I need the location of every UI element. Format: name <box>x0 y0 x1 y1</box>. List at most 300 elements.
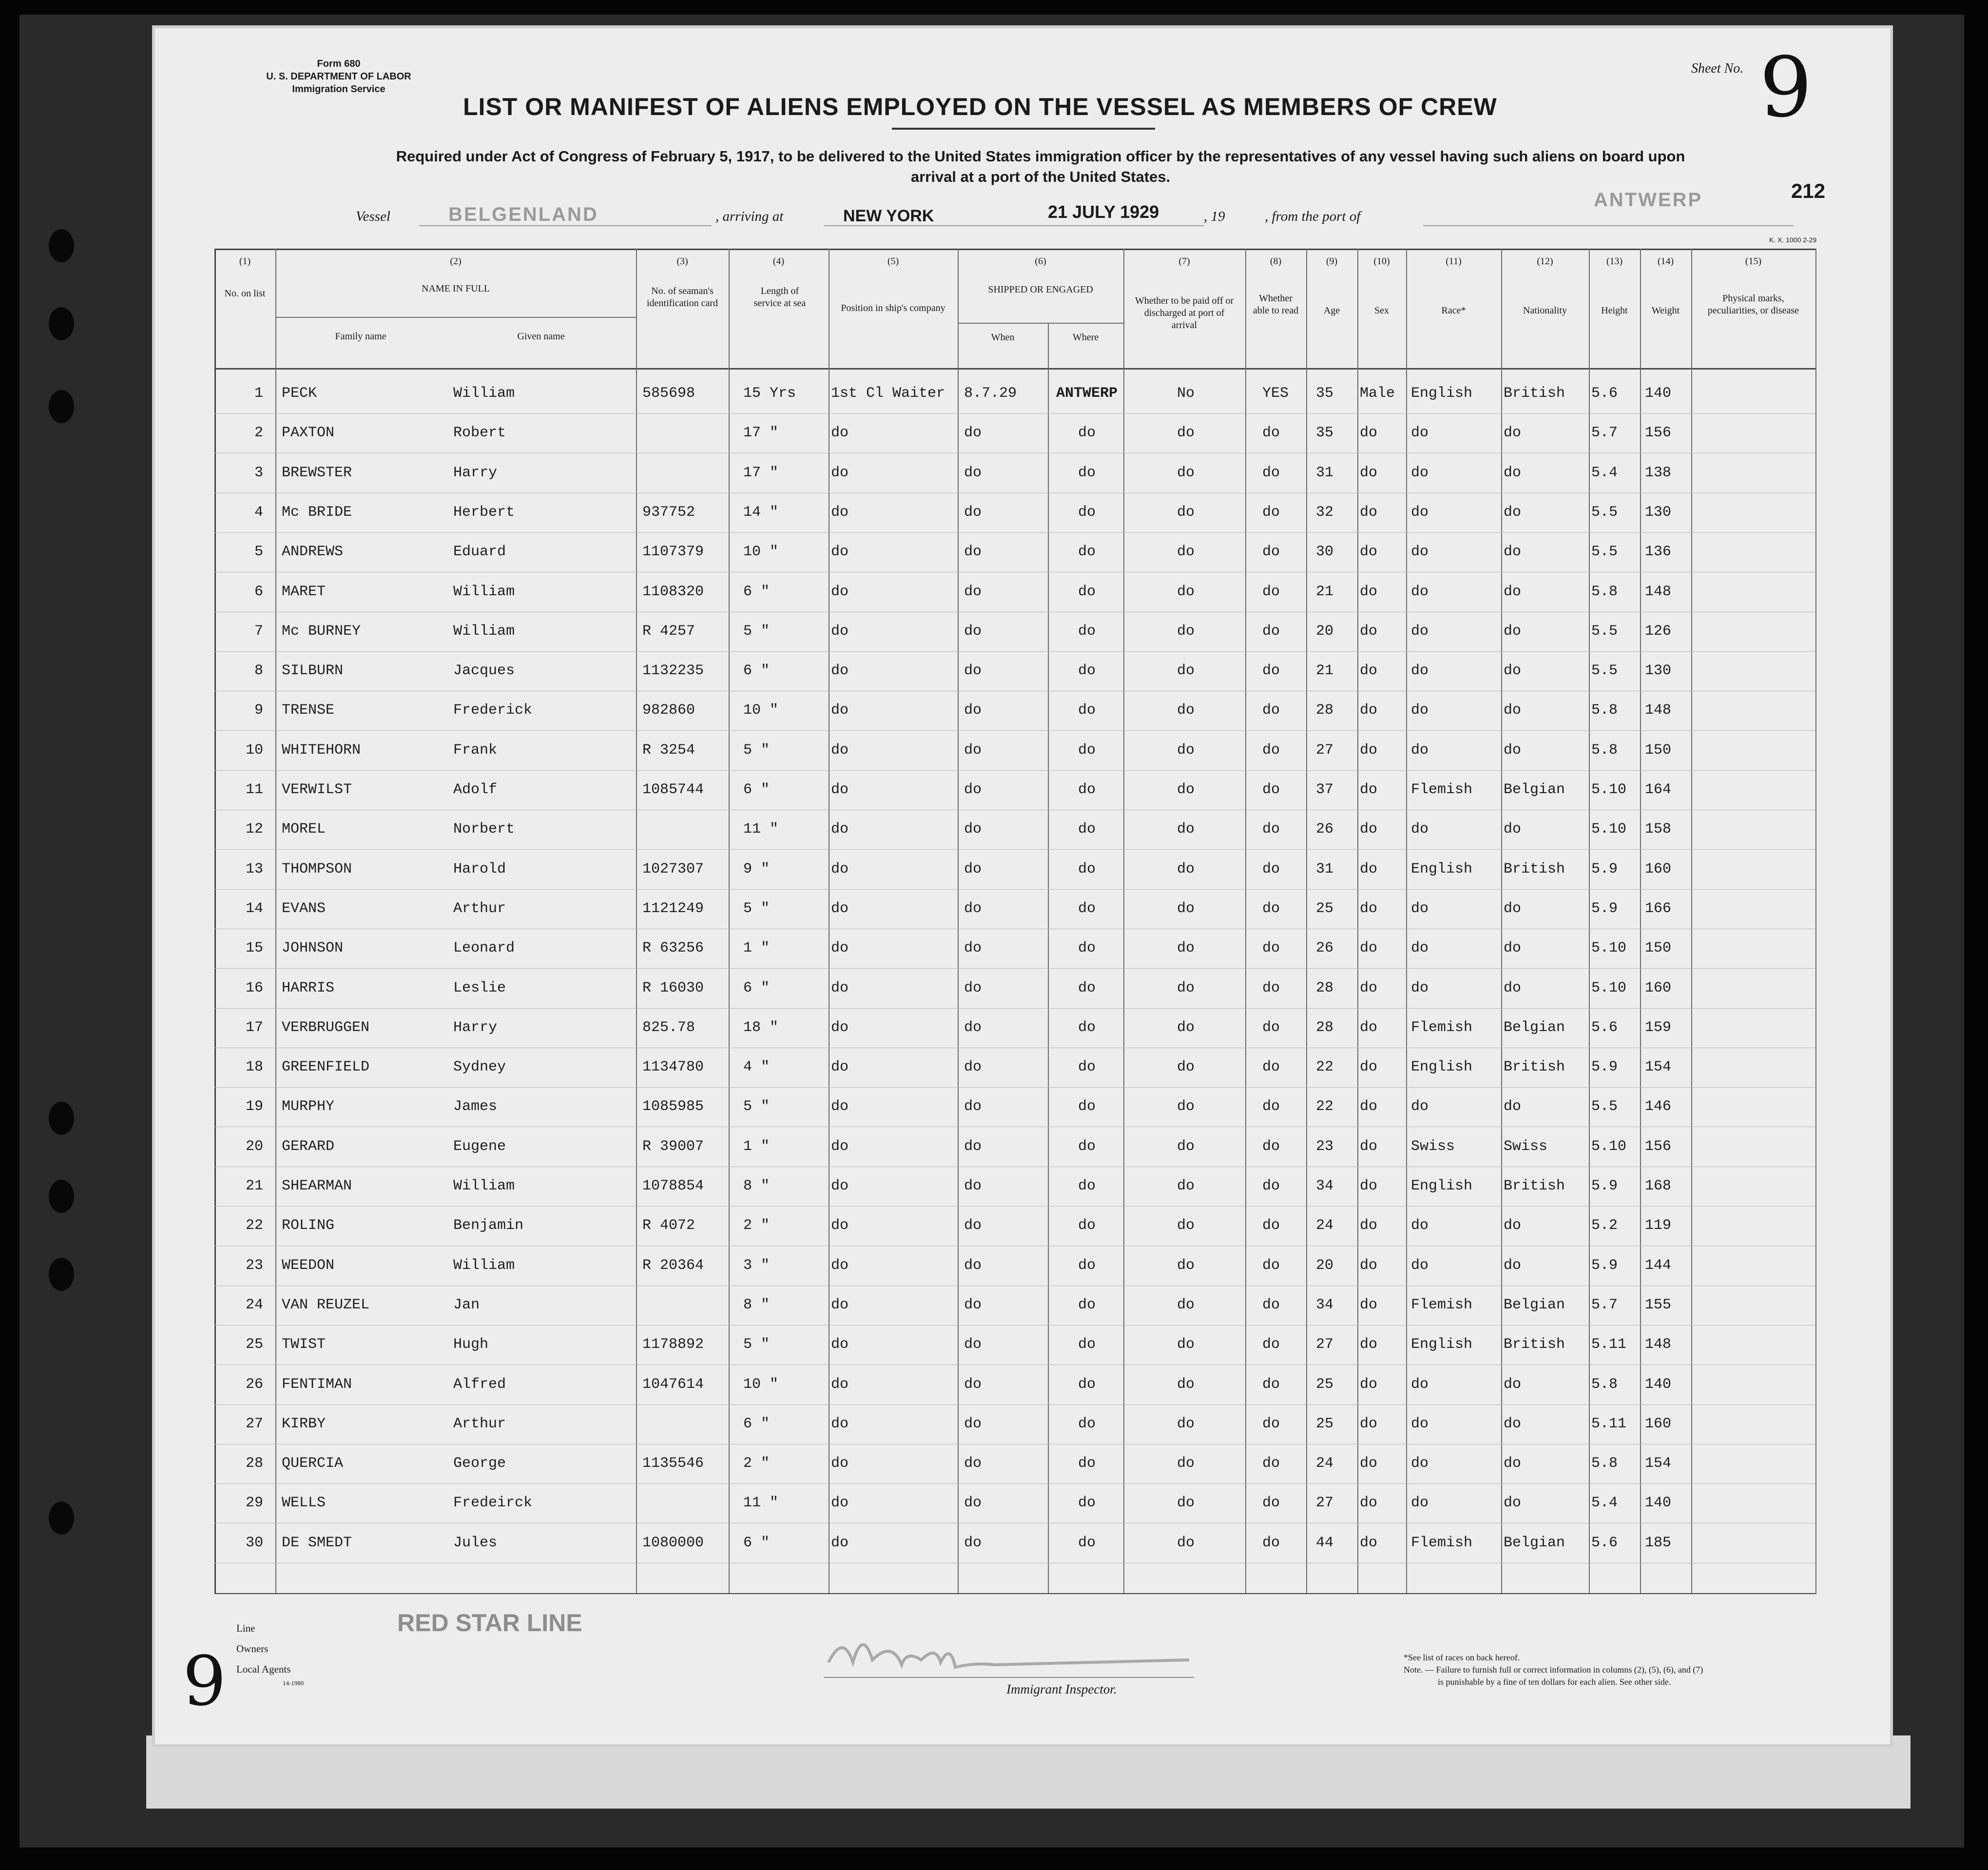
cell-read: do <box>1262 425 1280 442</box>
cell-position: do <box>831 821 849 838</box>
cell-nationality: do <box>1504 979 1522 996</box>
column-divider <box>1589 249 1590 1594</box>
cell-when: do <box>964 1019 982 1036</box>
cell-sex: do <box>1360 662 1378 680</box>
cell-position: do <box>831 425 849 442</box>
cell-card: 1132235 <box>642 662 704 680</box>
cell-position: do <box>831 1019 849 1036</box>
cell-when: do <box>964 1495 982 1512</box>
cell-age: 25 <box>1316 1376 1334 1393</box>
cell-read: do <box>1262 781 1280 798</box>
cell-no: 5 <box>254 544 263 561</box>
cell-where: do <box>1078 1415 1096 1432</box>
cell-no: 23 <box>245 1257 263 1274</box>
cell-height: 5.8 <box>1591 741 1618 759</box>
cell-sex: do <box>1360 1019 1378 1036</box>
header-race: Race* <box>1441 305 1466 316</box>
cell-given: Harold <box>453 860 506 877</box>
cell-no: 26 <box>245 1376 263 1393</box>
cell-position: do <box>831 464 849 481</box>
cell-race: do <box>1411 464 1429 481</box>
cell-sex: do <box>1360 1455 1378 1472</box>
cell-race: Flemish <box>1411 1534 1473 1551</box>
cell-sex: do <box>1360 425 1378 442</box>
cell-height: 5.10 <box>1591 1138 1627 1155</box>
cell-when: do <box>964 860 982 877</box>
cell-weight: 155 <box>1645 1296 1672 1313</box>
column-divider <box>1123 249 1124 1594</box>
cell-length: 6 " <box>743 1415 770 1432</box>
cell-nationality: do <box>1504 662 1522 680</box>
cell-given: Leonard <box>453 940 515 957</box>
cell-age: 35 <box>1316 425 1334 442</box>
cell-height: 5.8 <box>1591 1376 1618 1393</box>
department-name: U. S. DEPARTMENT OF LABOR <box>266 71 411 82</box>
col-number: (10) <box>1373 256 1390 267</box>
arriving-label: , arriving at <box>715 209 784 224</box>
cell-family: EVANS <box>282 900 326 917</box>
cell-card: 1135546 <box>642 1455 704 1472</box>
cell-paid: do <box>1177 464 1195 481</box>
cell-where: do <box>1078 1217 1096 1234</box>
cell-length: 1 " <box>743 1138 770 1155</box>
cell-height: 5.9 <box>1591 900 1618 917</box>
row-rule <box>214 532 1815 533</box>
header-read: Whether able to read <box>1253 293 1299 316</box>
line-label: Line <box>236 1622 255 1634</box>
cell-card: R 63256 <box>642 940 704 957</box>
cell-race: do <box>1411 1455 1429 1472</box>
cell-no: 6 <box>254 583 263 600</box>
header-when: When <box>991 332 1015 343</box>
cell-race: English <box>1411 860 1473 877</box>
cell-weight: 154 <box>1645 1455 1672 1472</box>
penalty-note: Note. — Failure to furnish full or correct information in columns (2), (5), (6), and (7) <box>1404 1665 1703 1675</box>
header-no: No. on list <box>224 288 266 299</box>
cell-height: 5.10 <box>1591 821 1627 838</box>
cell-height: 5.10 <box>1591 979 1627 996</box>
cell-weight: 138 <box>1645 464 1672 481</box>
cell-card: 1121249 <box>642 900 704 917</box>
cell-height: 5.9 <box>1591 1059 1618 1076</box>
cell-when: do <box>964 464 982 481</box>
cell-age: 30 <box>1316 544 1334 561</box>
cell-height: 5.9 <box>1591 860 1618 877</box>
cell-length: 14 " <box>743 504 779 521</box>
header-height: Height <box>1601 305 1628 316</box>
cell-card: 1078854 <box>642 1178 704 1194</box>
cell-position: do <box>831 1257 849 1274</box>
cell-no: 20 <box>245 1138 263 1155</box>
cell-length: 6 " <box>743 662 770 680</box>
cell-age: 25 <box>1316 1415 1334 1432</box>
cell-given: Herbert <box>453 504 515 521</box>
cell-when: do <box>964 1534 982 1551</box>
cell-weight: 166 <box>1645 900 1672 917</box>
document-subtitle <box>273 146 1808 187</box>
cell-family: HARRIS <box>282 979 335 996</box>
cell-nationality: do <box>1504 1415 1522 1432</box>
departure-underline <box>1423 225 1794 226</box>
cell-card: 937752 <box>642 504 695 521</box>
cell-card: R 20364 <box>642 1257 704 1274</box>
cell-read: do <box>1262 1257 1280 1274</box>
cell-height: 5.6 <box>1591 385 1618 402</box>
cell-sex: do <box>1360 1138 1378 1155</box>
col-number: (13) <box>1606 256 1623 267</box>
header-nationality: Nationality <box>1523 305 1567 316</box>
cell-age: 26 <box>1316 821 1334 838</box>
cell-sex: do <box>1360 702 1378 719</box>
vessel-name: BELGENLAND <box>448 204 598 225</box>
cell-given: Fredeirck <box>453 1495 533 1512</box>
cell-paid: do <box>1177 662 1195 680</box>
cell-height: 5.4 <box>1591 464 1618 481</box>
cell-sex: do <box>1360 1178 1378 1194</box>
cell-paid: do <box>1177 1019 1195 1036</box>
cell-given: Arthur <box>453 900 506 917</box>
name-subheader-rule <box>275 317 636 318</box>
cell-given: Harry <box>453 1019 498 1036</box>
cell-position: do <box>831 662 849 680</box>
cell-race: do <box>1411 1376 1429 1393</box>
cell-given: Leslie <box>453 979 506 996</box>
cell-card: 1107379 <box>642 544 704 561</box>
cell-position: do <box>831 940 849 957</box>
year-label: , 19 <box>1204 209 1225 224</box>
cell-height: 5.4 <box>1591 1495 1618 1512</box>
header-bottom-border <box>214 368 1815 370</box>
cell-when: do <box>964 821 982 838</box>
cell-paid: do <box>1177 1138 1195 1155</box>
cell-paid: do <box>1177 1178 1195 1194</box>
table-left-border <box>214 249 216 1594</box>
cell-sex: do <box>1360 1415 1378 1432</box>
cell-where: do <box>1078 702 1096 719</box>
subtitle-line-1: Required under Act of Congress of February 5, 1917, to be delivered to the United States immigration officer by the representatives of any vessel having such aliens on board upon <box>396 148 1685 165</box>
cell-given: William <box>453 1178 515 1194</box>
cell-paid: do <box>1177 860 1195 877</box>
cell-age: 37 <box>1316 781 1334 798</box>
cell-position: do <box>831 900 849 917</box>
cell-position: do <box>831 702 849 719</box>
cell-paid: do <box>1177 1296 1195 1313</box>
punch-hole <box>49 1102 74 1135</box>
cell-paid: do <box>1177 940 1195 957</box>
cell-family: PECK <box>282 385 317 402</box>
cell-when: do <box>964 1296 982 1313</box>
form-number: Form 680 <box>317 58 361 69</box>
cell-sex: do <box>1360 1495 1378 1512</box>
cell-nationality: Swiss <box>1504 1138 1548 1155</box>
cell-when: do <box>964 1376 982 1393</box>
cell-position: 1st Cl Waiter <box>831 385 946 402</box>
cell-weight: 164 <box>1645 781 1672 798</box>
header-shipped: SHIPPED OR ENGAGED <box>988 284 1093 295</box>
arrival-date: 21 JULY 1929 <box>1048 202 1159 222</box>
row-rule <box>214 849 1815 850</box>
col-number: (4) <box>772 256 785 267</box>
col-number: (2) <box>450 256 462 267</box>
cell-read: do <box>1262 940 1280 957</box>
cell-race: do <box>1411 979 1429 996</box>
cell-no: 27 <box>245 1415 263 1432</box>
col-number: (5) <box>887 256 899 267</box>
cell-nationality: do <box>1504 1257 1522 1274</box>
cell-age: 24 <box>1316 1217 1334 1234</box>
cell-position: do <box>831 583 849 600</box>
cell-read: do <box>1262 860 1280 877</box>
punch-hole <box>49 1180 74 1213</box>
cell-nationality: British <box>1504 1059 1565 1076</box>
cell-race: Flemish <box>1411 1296 1473 1313</box>
table-top-border <box>214 249 1815 250</box>
header-family: Family name <box>335 331 386 342</box>
cell-length: 5 " <box>743 623 770 640</box>
cell-nationality: do <box>1504 425 1522 442</box>
cell-nationality: do <box>1504 821 1522 838</box>
cell-length: 17 " <box>743 464 779 481</box>
cell-paid: do <box>1177 1534 1195 1551</box>
cell-race: do <box>1411 1217 1429 1234</box>
cell-race: do <box>1411 544 1429 561</box>
service-name: Immigration Service <box>292 84 386 95</box>
cell-read: do <box>1262 1455 1280 1472</box>
cell-card: 1108320 <box>642 583 704 600</box>
cell-where: do <box>1078 662 1096 680</box>
cell-height: 5.2 <box>1591 1217 1618 1234</box>
cell-age: 27 <box>1316 1495 1334 1512</box>
cell-race: English <box>1411 1336 1473 1353</box>
cell-where: do <box>1078 425 1096 442</box>
cell-paid: do <box>1177 702 1195 719</box>
cell-race: do <box>1411 1415 1429 1432</box>
col-number: (8) <box>1270 256 1282 267</box>
cell-where: do <box>1078 464 1096 481</box>
header-sex: Sex <box>1374 305 1389 316</box>
cell-card: R 4072 <box>642 1217 695 1234</box>
cell-sex: do <box>1360 741 1378 759</box>
document-title: LIST OR MANIFEST OF ALIENS EMPLOYED ON THE VESSEL AS MEMBERS OF CREW <box>463 93 1497 120</box>
manifest-code: 212 <box>1791 179 1826 202</box>
row-rule <box>214 1483 1815 1484</box>
cell-no: 7 <box>254 623 263 640</box>
cell-paid: do <box>1177 583 1195 600</box>
cell-nationality: do <box>1504 940 1522 957</box>
cell-weight: 154 <box>1645 1059 1672 1076</box>
cell-length: 10 " <box>743 702 779 719</box>
cell-weight: 140 <box>1645 385 1672 402</box>
cell-paid: do <box>1177 1059 1195 1076</box>
cell-given: Harry <box>453 464 498 481</box>
column-divider <box>1406 249 1407 1594</box>
cell-where: do <box>1078 1098 1096 1115</box>
cell-family: BREWSTER <box>282 464 352 481</box>
cell-when: do <box>964 583 982 600</box>
row-rule <box>214 889 1815 890</box>
col-number: (14) <box>1657 256 1674 267</box>
cell-read: do <box>1262 623 1280 640</box>
cell-age: 23 <box>1316 1138 1334 1155</box>
row-rule <box>214 1087 1815 1088</box>
cell-race: Flemish <box>1411 781 1473 798</box>
cell-no: 9 <box>254 702 263 719</box>
cell-where: do <box>1078 900 1096 917</box>
cell-length: 5 " <box>743 1336 770 1353</box>
cell-where: do <box>1078 741 1096 759</box>
inspector-signature <box>824 1628 1194 1682</box>
cell-length: 3 " <box>743 1257 770 1274</box>
cell-where: do <box>1078 623 1096 640</box>
cell-race: do <box>1411 623 1429 640</box>
cell-given: Norbert <box>453 821 515 838</box>
cell-when: do <box>964 1336 982 1353</box>
cell-weight: 156 <box>1645 1138 1672 1155</box>
cell-height: 5.8 <box>1591 583 1618 600</box>
cell-family: VAN REUZEL <box>282 1296 370 1313</box>
cell-height: 5.6 <box>1591 1534 1618 1551</box>
cell-weight: 168 <box>1645 1178 1672 1194</box>
cell-position: do <box>831 979 849 996</box>
cell-sex: do <box>1360 940 1378 957</box>
cell-nationality: Belgian <box>1504 1296 1565 1313</box>
cell-card: 585698 <box>642 385 695 402</box>
cell-length: 5 " <box>743 1098 770 1115</box>
cell-race: do <box>1411 583 1429 600</box>
cell-where: do <box>1078 504 1096 521</box>
column-divider <box>958 249 959 1594</box>
cell-length: 5 " <box>743 900 770 917</box>
vessel-label: Vessel <box>356 209 390 224</box>
from-port-label: , from the port of <box>1265 209 1361 224</box>
cell-height: 5.5 <box>1591 623 1618 640</box>
col-number: (11) <box>1446 256 1462 267</box>
cell-when: do <box>964 781 982 798</box>
cell-weight: 158 <box>1645 821 1672 838</box>
header-card: No. of seaman's identification card <box>646 286 718 309</box>
cell-when: do <box>964 1178 982 1194</box>
cell-age: 25 <box>1316 900 1334 917</box>
cell-position: do <box>831 1296 849 1313</box>
cell-age: 28 <box>1316 979 1334 996</box>
cell-position: do <box>831 1534 849 1551</box>
cell-where: do <box>1078 860 1096 877</box>
cell-length: 17 " <box>743 425 779 442</box>
header-physical-marks: Physical marks, peculiarities, or disease <box>1707 293 1799 316</box>
cell-family: Mc BRIDE <box>282 504 352 521</box>
cell-race: do <box>1411 504 1429 521</box>
cell-no: 25 <box>245 1336 263 1353</box>
cell-age: 22 <box>1316 1098 1334 1115</box>
cell-race: English <box>1411 385 1473 402</box>
cell-read: do <box>1262 1296 1280 1313</box>
cell-height: 5.11 <box>1591 1415 1627 1432</box>
cell-weight: 140 <box>1645 1495 1672 1512</box>
punch-hole <box>49 229 74 262</box>
cell-length: 10 " <box>743 544 779 561</box>
cell-nationality: do <box>1504 1098 1522 1115</box>
cell-family: THOMPSON <box>282 860 352 877</box>
cell-paid: do <box>1177 1415 1195 1432</box>
cell-height: 5.7 <box>1591 1296 1618 1313</box>
cell-card: 1178892 <box>642 1336 704 1353</box>
cell-position: do <box>831 544 849 561</box>
table-bottom-border <box>214 1593 1815 1594</box>
cell-age: 28 <box>1316 1019 1334 1036</box>
cell-nationality: do <box>1504 464 1522 481</box>
cell-age: 21 <box>1316 662 1334 680</box>
cell-read: do <box>1262 544 1280 561</box>
cell-given: Frank <box>453 741 498 759</box>
cell-height: 5.5 <box>1591 504 1618 521</box>
cell-family: SILBURN <box>282 662 344 680</box>
cell-paid: do <box>1177 979 1195 996</box>
cell-family: MURPHY <box>282 1098 335 1115</box>
cell-position: do <box>831 1098 849 1115</box>
cell-length: 5 " <box>743 741 770 759</box>
cell-given: George <box>453 1455 506 1472</box>
cell-height: 5.8 <box>1591 702 1618 719</box>
cell-no: 12 <box>245 821 263 838</box>
cell-race: do <box>1411 741 1429 759</box>
cell-no: 30 <box>245 1534 263 1551</box>
cell-weight: 130 <box>1645 662 1672 680</box>
cell-no: 28 <box>245 1455 263 1472</box>
cell-weight: 150 <box>1645 741 1672 759</box>
cell-when: do <box>964 544 982 561</box>
cell-where: do <box>1078 821 1096 838</box>
cell-no: 16 <box>245 979 263 996</box>
cell-race: do <box>1411 940 1429 957</box>
cell-paid: do <box>1177 1376 1195 1393</box>
cell-sex: do <box>1360 781 1378 798</box>
header-given: Given name <box>517 331 565 342</box>
cell-sex: do <box>1360 1257 1378 1274</box>
cell-weight: 150 <box>1645 940 1672 957</box>
cell-family: DE SMEDT <box>282 1534 352 1551</box>
cell-given: Adolf <box>453 781 498 798</box>
cell-read: do <box>1262 741 1280 759</box>
cell-race: do <box>1411 662 1429 680</box>
cell-nationality: do <box>1504 900 1522 917</box>
col-number: (12) <box>1537 256 1553 267</box>
cell-where: do <box>1078 544 1096 561</box>
cell-where: do <box>1078 1178 1096 1194</box>
cell-given: Jan <box>453 1296 480 1313</box>
cell-length: 6 " <box>743 1534 770 1551</box>
cell-when: do <box>964 425 982 442</box>
cell-read: do <box>1262 821 1280 838</box>
cell-family: SHEARMAN <box>282 1178 352 1194</box>
cell-paid: do <box>1177 1455 1195 1472</box>
cell-where: do <box>1078 1059 1096 1076</box>
cell-paid: do <box>1177 900 1195 917</box>
cell-position: do <box>831 1059 849 1076</box>
column-divider <box>1640 249 1641 1594</box>
cell-race: English <box>1411 1059 1473 1076</box>
cell-read: do <box>1262 583 1280 600</box>
cell-card: 1134780 <box>642 1059 704 1076</box>
cell-height: 5.8 <box>1591 1455 1618 1472</box>
cell-nationality: do <box>1504 1217 1522 1234</box>
cell-card: 1080000 <box>642 1534 704 1551</box>
cell-sex: do <box>1360 1296 1378 1313</box>
column-divider <box>636 249 637 1594</box>
cell-family: JOHNSON <box>282 940 344 957</box>
cell-read: do <box>1262 464 1280 481</box>
cell-weight: 159 <box>1645 1019 1672 1036</box>
cell-weight: 148 <box>1645 702 1672 719</box>
